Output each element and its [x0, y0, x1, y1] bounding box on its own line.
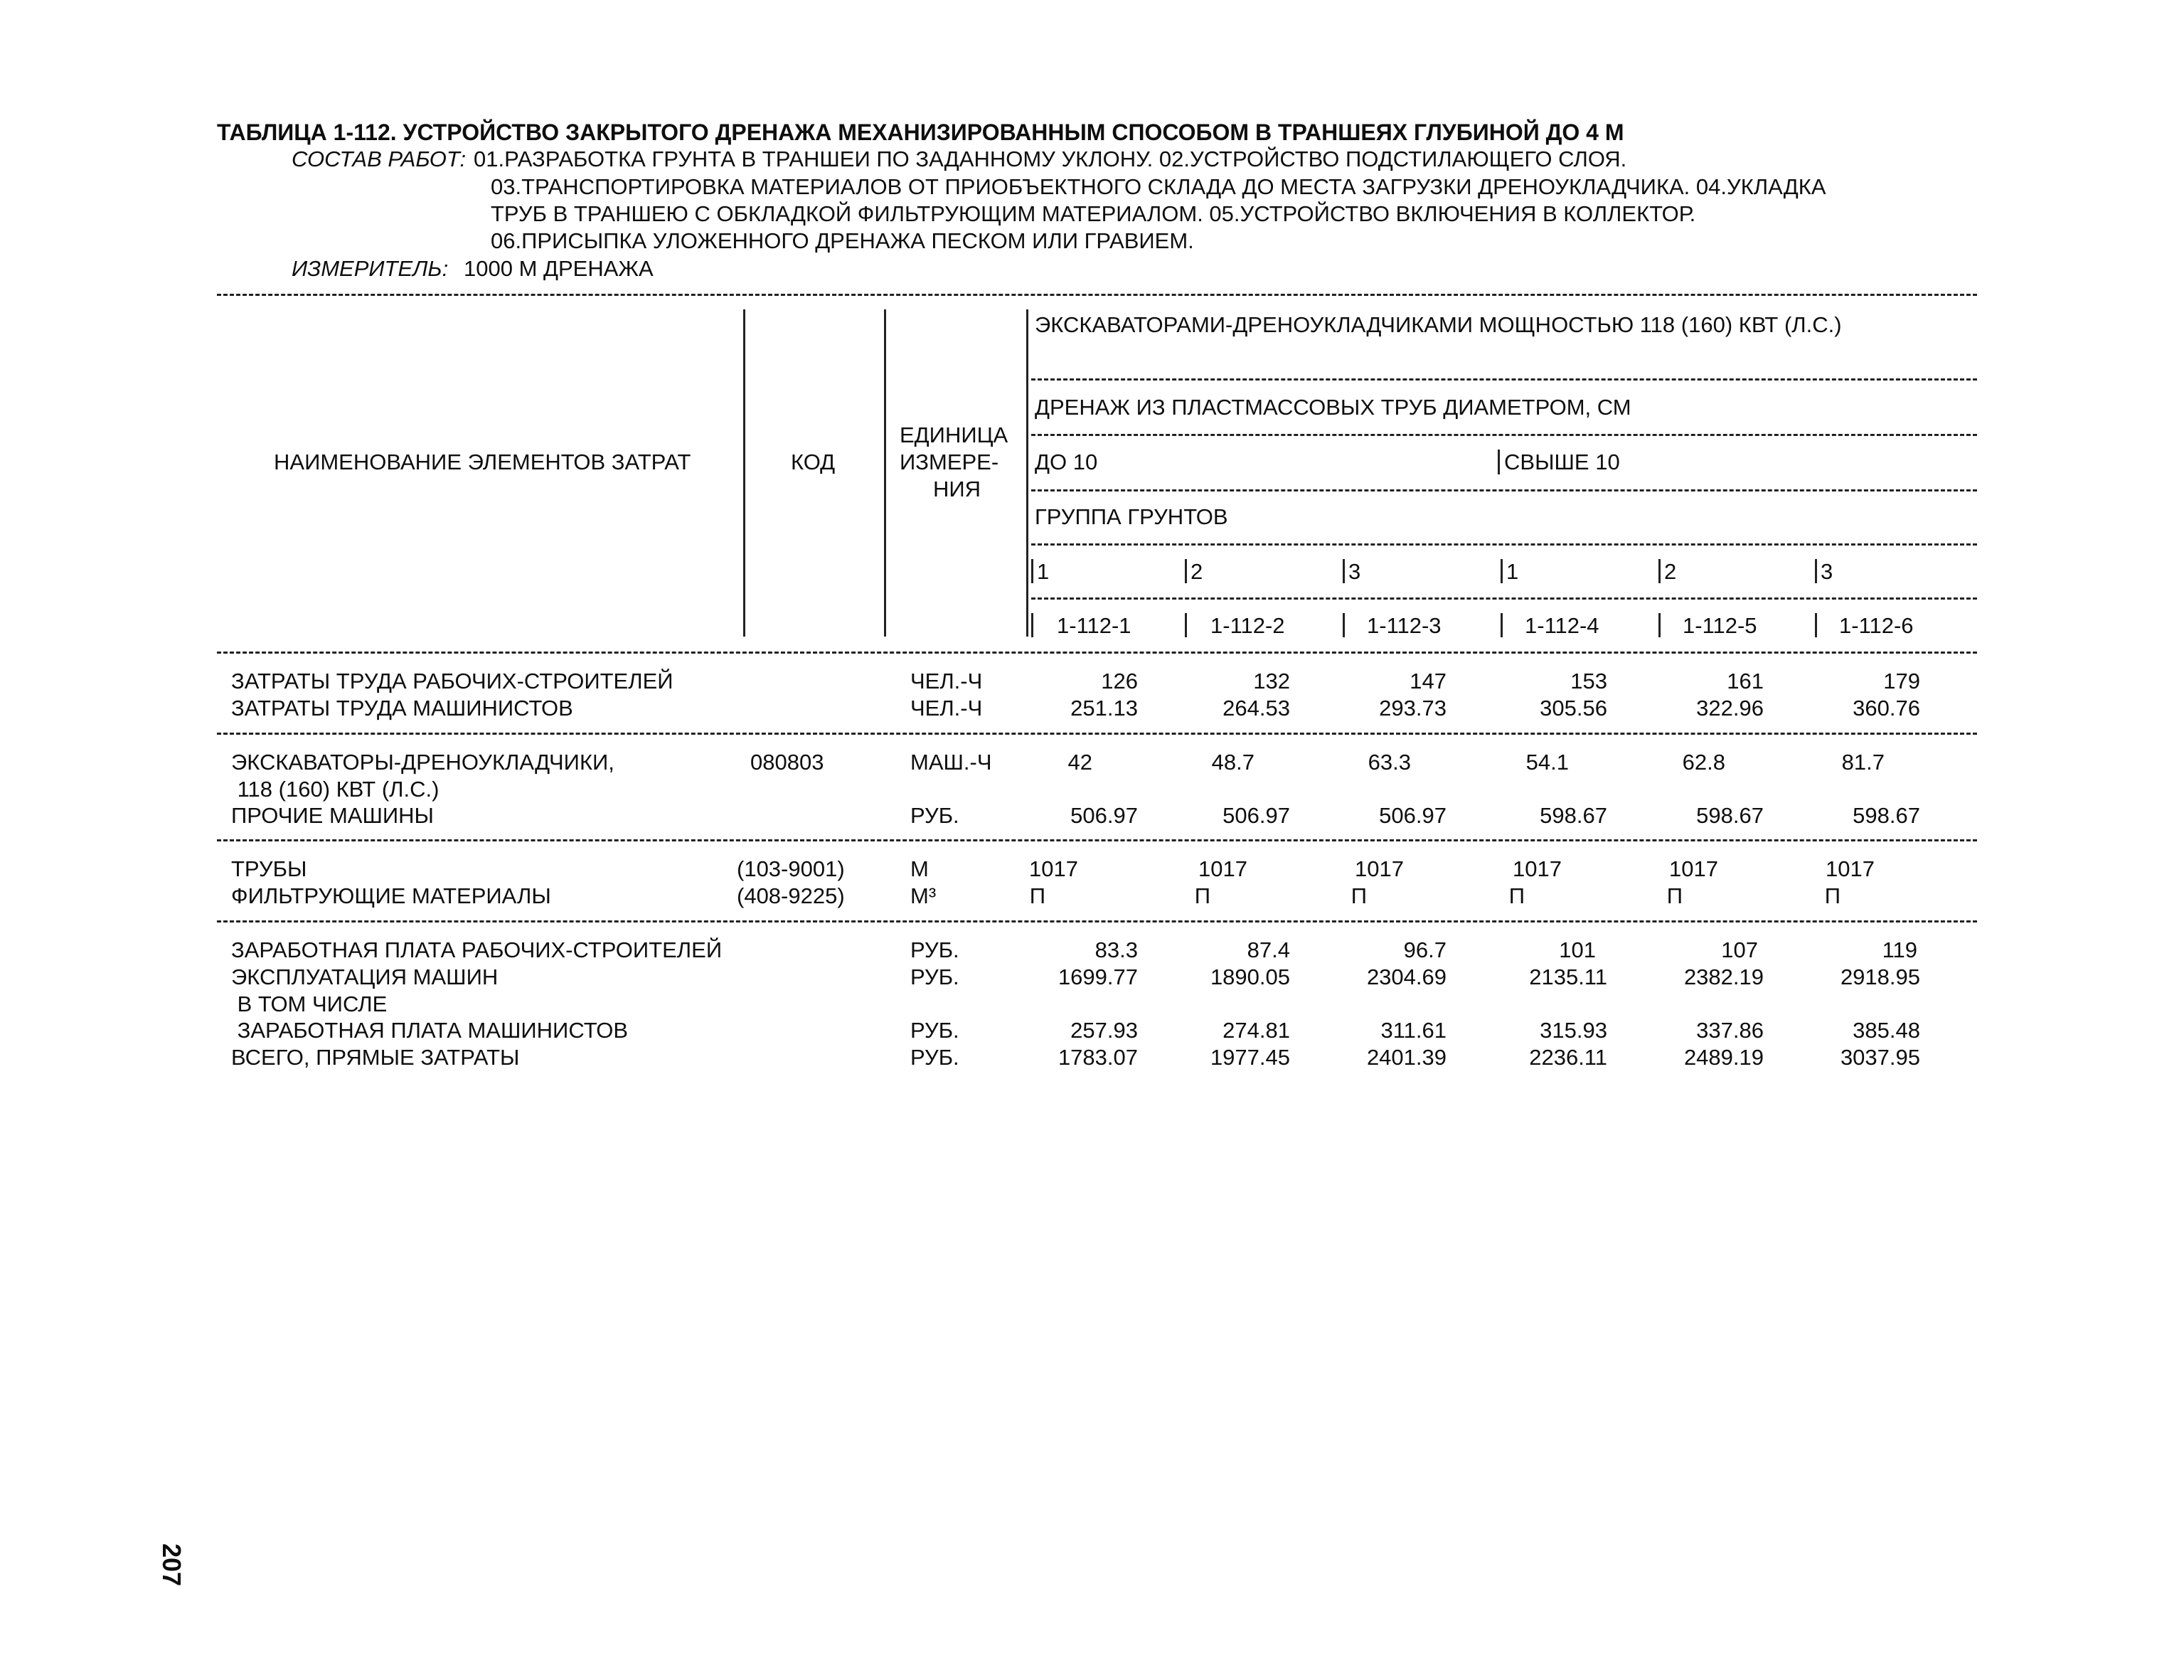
rule-section-3: [217, 920, 1977, 923]
row-name: ЭКСКАВАТОРЫ-ДРЕНОУКЛАДЧИКИ,: [231, 750, 614, 775]
row-name: ТРУБЫ: [231, 856, 307, 881]
group-4: 1: [1506, 559, 1519, 584]
row-value: 1977.45: [1210, 1045, 1290, 1070]
row-value: 506.97: [1070, 803, 1138, 828]
row-value: 506.97: [1379, 803, 1447, 828]
row-unit: РУБ.: [910, 1018, 959, 1043]
row-value: 119: [1882, 937, 1917, 962]
row-value: 96.7: [1403, 937, 1447, 962]
group-sep: [1031, 559, 1033, 583]
header-code-col: КОД: [791, 450, 836, 474]
header-over: СВЫШЕ 10: [1504, 450, 1620, 474]
row-value: 2304.69: [1366, 964, 1447, 989]
row-value: П: [1194, 883, 1210, 908]
row-unit: РУБ.: [910, 937, 959, 962]
row-value: 1783.07: [1058, 1045, 1138, 1070]
code-2: 1-112-2: [1210, 613, 1285, 638]
composition-line-4: 06.ПРИСЫПКА УЛОЖЕННОГО ДРЕНАЖА ПЕСКОМ ИЛИ ГРАВИЕМ.: [491, 228, 1194, 253]
row-value: 322.96: [1696, 696, 1764, 721]
row-value: 598.67: [1696, 803, 1764, 828]
header-rule-1: [1031, 378, 1977, 381]
row-name: ЗАРАБОТНАЯ ПЛАТА МАШИНИСТОВ: [231, 1018, 629, 1043]
group-6: 3: [1821, 559, 1833, 584]
row-unit: РУБ.: [910, 803, 959, 828]
row-value: 2489.19: [1683, 1045, 1764, 1070]
header-unit-line-1: ЕДИНИЦА: [900, 422, 1008, 447]
row-name: ЗАРАБОТНАЯ ПЛАТА РАБОЧИХ-СТРОИТЕЛЕЙ: [231, 937, 723, 962]
composition-label: СОСТАВ РАБОТ:: [292, 147, 467, 171]
header-sep-over: [1498, 450, 1500, 474]
row-value: 251.13: [1070, 696, 1138, 721]
composition-line-3: ТРУБ В ТРАНШЕЮ С ОБКЛАДКОЙ ФИЛЬТРУЮЩИМ МАТЕРИАЛОМ. 05.УСТРОЙСТВО ВКЛЮЧЕНИЯ В КОЛЛЕКТОР.: [491, 201, 1696, 226]
row-value: 1017: [1029, 856, 1078, 881]
row-value: 2918.95: [1840, 964, 1920, 989]
row-name: ЗАТРАТЫ ТРУДА МАШИНИСТОВ: [231, 696, 573, 721]
row-value: П: [1029, 883, 1045, 908]
row-value: 337.86: [1696, 1018, 1764, 1043]
header-unit-line-3: НИЯ: [933, 477, 981, 501]
row-value: 293.73: [1379, 696, 1447, 721]
code-4: 1-112-4: [1525, 613, 1599, 638]
row-value: 126: [1101, 669, 1138, 693]
group-sep: [1501, 559, 1503, 583]
row-value: 62.8: [1682, 750, 1725, 775]
composition-line-2: 03.ТРАНСПОРТИРОВКА МАТЕРИАЛОВ ОТ ПРИОБЪЕКТНОГО СКЛАДА ДО МЕСТА ЗАГРУЗКИ ДРЕНОУКЛАДЧИКА. 04.УКЛАДКА: [491, 174, 1826, 199]
row-value: П: [1824, 883, 1841, 908]
row-value: 2382.19: [1683, 964, 1764, 989]
header-rule-5: [1031, 597, 1977, 600]
row-value: 101: [1559, 937, 1596, 962]
row-value: 506.97: [1222, 803, 1290, 828]
row-value: 274.81: [1222, 1018, 1290, 1043]
row-value: 2135.11: [1529, 964, 1607, 989]
composition-line-1: 01.РАЗРАБОТКА ГРУНТА В ТРАНШЕИ ПО ЗАДАННОМУ УКЛОНУ. 02.УСТРОЙСТВО ПОДСТИЛАЮЩЕГО СЛОЯ.: [474, 147, 1627, 171]
row-value: 1017: [1198, 856, 1247, 881]
row-value: 1017: [1669, 856, 1718, 881]
row-value: 1890.05: [1210, 964, 1290, 989]
row-value: 81.7: [1841, 750, 1885, 775]
row-code: (103-9001): [737, 856, 845, 881]
code-sep: [1031, 613, 1033, 637]
header-rule-2: [1031, 434, 1977, 436]
row-name: В ТОМ ЧИСЛЕ: [231, 991, 388, 1016]
rule-top: [217, 294, 1977, 296]
header-machine: ЭКСКАВАТОРАМИ-ДРЕНОУКЛАДЧИКАМИ МОЩНОСТЬЮ 118 (160) КВТ (Л.С.): [1035, 312, 1842, 337]
row-value: 311.61: [1380, 1018, 1447, 1043]
code-sep: [1501, 613, 1503, 637]
row-value: 147: [1410, 669, 1447, 693]
group-sep: [1343, 559, 1345, 583]
row-unit: РУБ.: [910, 964, 959, 989]
row-value: П: [1351, 883, 1367, 908]
table-title: ТАБЛИЦА 1-112. УСТРОЙСТВО ЗАКРЫТОГО ДРЕНАЖА МЕХАНИЗИРОВАННЫМ СПОСОБОМ В ТРАНШЕЯХ ГЛУБИНОЙ ДО 4 М: [217, 119, 1624, 145]
code-sep: [1343, 613, 1345, 637]
rule-header-bottom: [217, 652, 1977, 654]
row-value: 83.3: [1094, 937, 1138, 962]
row-value: П: [1508, 883, 1525, 908]
meter-value: 1000 М ДРЕНАЖА: [464, 256, 654, 281]
code-sep: [1185, 613, 1187, 637]
code-6: 1-112-6: [1839, 613, 1914, 638]
row-value: 598.67: [1853, 803, 1920, 828]
row-name: ЭКСПЛУАТАЦИЯ МАШИН: [231, 964, 499, 989]
row-value: 1699.77: [1058, 964, 1138, 989]
row-value: 179: [1883, 669, 1920, 693]
group-sep: [1185, 559, 1187, 583]
row-value: 63.3: [1368, 750, 1411, 775]
row-code: (408-9225): [737, 883, 845, 908]
code-1: 1-112-1: [1057, 613, 1131, 638]
code-5: 1-112-5: [1683, 613, 1757, 638]
row-value: 385.48: [1853, 1018, 1920, 1043]
group-1: 1: [1037, 559, 1050, 584]
page-number: 207: [157, 1543, 186, 1587]
header-unit-line-2: ИЗМЕРЕ-: [900, 450, 999, 474]
row-name: ФИЛЬТРУЮЩИЕ МАТЕРИАЛЫ: [231, 883, 551, 908]
header-sep-name: [743, 309, 745, 637]
code-sep: [1815, 613, 1817, 637]
row-value: 2401.39: [1366, 1045, 1447, 1070]
code-3: 1-112-3: [1367, 613, 1442, 638]
header-sep-code: [884, 309, 886, 637]
code-sep: [1658, 613, 1661, 637]
row-unit: МАШ.-Ч: [910, 750, 992, 775]
row-unit: М: [910, 856, 929, 881]
group-3: 3: [1348, 559, 1361, 584]
row-name: ЗАТРАТЫ ТРУДА РАБОЧИХ-СТРОИТЕЛЕЙ: [231, 669, 673, 693]
row-value: 42: [1067, 750, 1092, 775]
row-value: 1017: [1355, 856, 1404, 881]
row-code: 080803: [750, 750, 824, 775]
header-soil-group: ГРУППА ГРУНТОВ: [1035, 504, 1228, 529]
row-value: 87.4: [1247, 937, 1290, 962]
row-unit: ЧЕЛ.-Ч: [910, 696, 983, 721]
group-2: 2: [1190, 559, 1203, 584]
row-value: 305.56: [1540, 696, 1607, 721]
row-value: 54.1: [1525, 750, 1569, 775]
row-value: 132: [1253, 669, 1290, 693]
row-unit: ЧЕЛ.-Ч: [910, 669, 983, 693]
row-value: П: [1666, 883, 1683, 908]
row-unit: М³: [910, 883, 937, 908]
header-drain: ДРЕНАЖ ИЗ ПЛАСТМАССОВЫХ ТРУБ ДИАМЕТРОМ, СМ: [1035, 395, 1631, 420]
header-sep-unit: [1026, 309, 1028, 637]
group-5: 2: [1664, 559, 1677, 584]
row-value: 264.53: [1222, 696, 1290, 721]
row-value: 153: [1570, 669, 1607, 693]
row-unit: РУБ.: [910, 1045, 959, 1070]
group-sep: [1815, 559, 1817, 583]
header-name-col: НАИМЕНОВАНИЕ ЭЛЕМЕНТОВ ЗАТРАТ: [274, 450, 691, 474]
row-value: 2236.11: [1529, 1045, 1607, 1070]
row-value: 161: [1727, 669, 1764, 693]
row-name: ВСЕГО, ПРЯМЫЕ ЗАТРАТЫ: [231, 1045, 520, 1070]
header-rule-4: [1031, 543, 1977, 546]
row-value: 107: [1721, 937, 1758, 962]
meter-label: ИЗМЕРИТЕЛЬ:: [292, 256, 449, 281]
row-name: 118 (160) КВТ (Л.С.): [231, 777, 440, 802]
row-value: 315.93: [1540, 1018, 1607, 1043]
row-value: 1017: [1513, 856, 1562, 881]
header-rule-3: [1031, 489, 1977, 491]
row-value: 598.67: [1540, 803, 1607, 828]
row-value: 3037.95: [1840, 1045, 1920, 1070]
group-sep: [1658, 559, 1661, 583]
rule-section-1: [217, 733, 1977, 735]
row-value: 1017: [1826, 856, 1875, 881]
row-value: 360.76: [1853, 696, 1920, 721]
header-upto: ДО 10: [1035, 450, 1098, 474]
row-value: 257.93: [1070, 1018, 1138, 1043]
row-value: 48.7: [1211, 750, 1255, 775]
row-name: ПРОЧИЕ МАШИНЫ: [231, 803, 434, 828]
rule-section-2: [217, 839, 1977, 841]
